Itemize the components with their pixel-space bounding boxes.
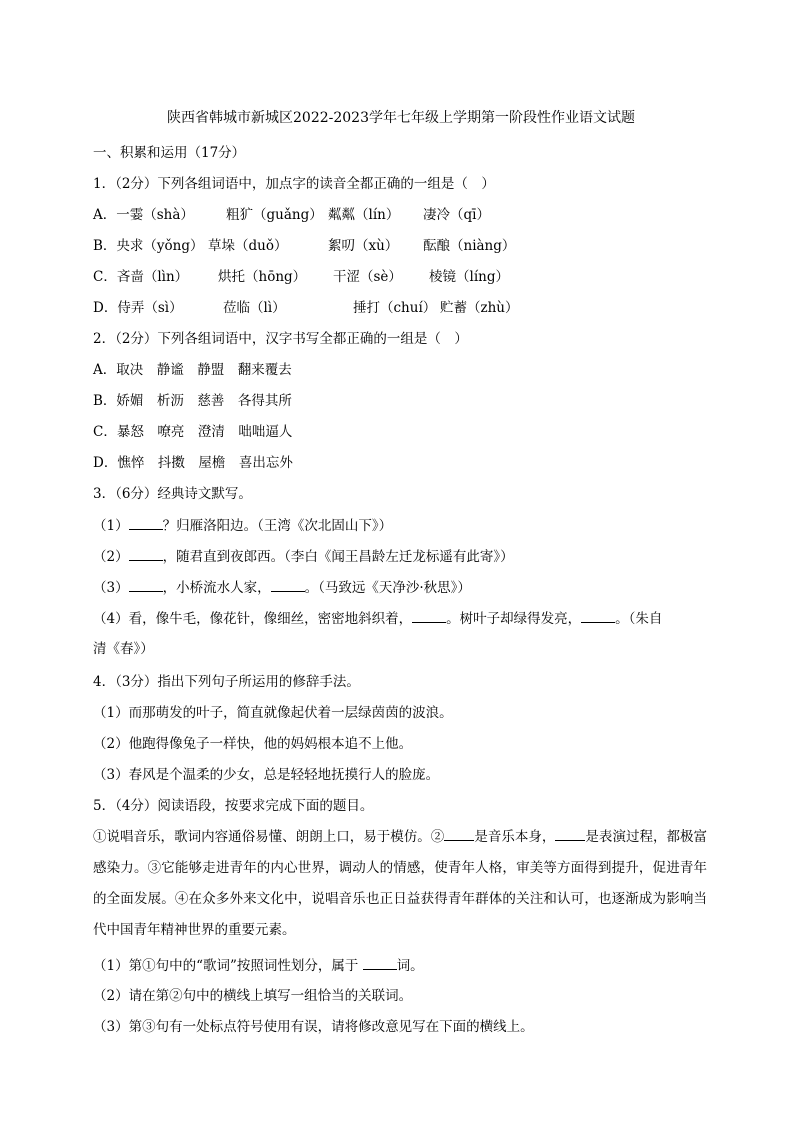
q4-sub1: （1）而那萌发的叶子，简直就像起伏着一层绿茵茵的波浪。	[93, 705, 453, 721]
q1-a-4: 凄冷（qī）	[423, 207, 490, 223]
answer-blank[interactable]	[129, 546, 163, 561]
q3-sub1	[93, 515, 392, 536]
q5-sub3: （3）第③句有一处标点符号使用有误，请将修改意见写在下面的横线上。	[93, 1019, 534, 1035]
q1-b-1: B．央求（yǒng）	[93, 238, 204, 254]
q5-passage-part1: ①说唱音乐，歌词内容通俗易懂、朗朗上口，易于模仿。②	[93, 829, 445, 845]
answer-blank[interactable]	[555, 826, 585, 841]
answer-blank[interactable]	[444, 826, 474, 841]
page-title: 陕西省韩城市新城区2022-2023学年七年级上学期第一阶段性作业语文试题	[167, 110, 635, 126]
q3-sub4-text: （4）看，像牛毛，像花针，像细丝，密密地斜织着，	[93, 611, 413, 627]
q3-sub3-number: （3）	[93, 580, 129, 596]
q1-b-4: 酝酿（niàng）	[423, 238, 516, 254]
answer-blank[interactable]	[129, 515, 163, 530]
q3-sub2	[93, 546, 514, 567]
q2-stem: 2．（2分）下列各组词语中，汉字书写全都正确的一组是（ ）	[93, 331, 468, 347]
section-heading: 一、积累和运用（17分）	[93, 145, 246, 161]
answer-blank[interactable]	[129, 577, 163, 592]
q5-passage-part2: 是音乐本身，	[474, 829, 556, 845]
q1-a-2: 粗犷（guǎng）	[226, 207, 323, 223]
q3-sub4-text-mid: 。树叶子却绿得发亮，	[446, 611, 582, 627]
q3-sub3-text-end: 。（马致远《天净沙·秋思》）	[304, 580, 471, 596]
q2-option-a: A．取决 静谧 静盟 翻来覆去	[93, 362, 292, 378]
q2-option-b: B．娇媚 析沥 慈善 各得其所	[93, 393, 292, 409]
q4-sub3: （3）春风是个温柔的少女，总是轻轻地抚摸行人的脸庞。	[93, 767, 440, 783]
q1-stem: 1．（2分）下列各组词语中，加点字的读音全都正确的一组是（ ）	[93, 176, 495, 192]
q3-sub1-number: （1）	[93, 518, 129, 534]
q3-stem: 3．（6分）经典诗文默写。	[93, 486, 252, 502]
q1-option-a	[93, 205, 490, 225]
answer-blank[interactable]	[581, 608, 615, 623]
q2-option-d: D．憔悴 抖擞 屋檐 喜出忘外	[93, 455, 293, 471]
q4-sub2: （2）他跑得像兔子一样快，他的妈妈根本追不上他。	[93, 736, 413, 752]
q1-d-1: D．侍弄（sì）	[93, 300, 183, 316]
q1-a-3: 粼粼（lín）	[328, 207, 400, 223]
q5-sub2: （2）请在第②句中的横线上填写一组恰当的关联词。	[93, 988, 413, 1004]
q5-passage-part3: 是表演过程，都极富感染力。③它能够走进青年的内心世界，调动人的情感，使青年人格，审美等方面得到提升，促进青年的全面发展。④在众多外来文化中，说唱音乐也正日益获得青年群体的关注和认可，也逐渐成为影响当代中国青年精神世界的重要元素。	[93, 829, 708, 938]
answer-blank[interactable]	[363, 955, 397, 970]
q1-d-3: 捶打（chuí）	[353, 300, 437, 316]
q3-sub4-continuation: 清《春》）	[93, 641, 154, 657]
q1-option-d	[93, 298, 519, 318]
answer-blank[interactable]	[271, 577, 305, 592]
q3-sub3	[93, 577, 471, 598]
q5-sub1-text-end: 词。	[396, 958, 424, 974]
q1-c-2: 烘托（hōng）	[218, 269, 307, 285]
q1-c-1: C．吝啬（lìn）	[93, 269, 189, 285]
answer-blank[interactable]	[412, 608, 446, 623]
q3-sub4	[93, 608, 662, 629]
q1-d-2: 莅临（lì）	[223, 300, 286, 316]
q5-sub1-text: （1）第①句中的“歌词”按照词性划分，属于	[93, 958, 363, 974]
q1-c-3: 干涩（sè）	[333, 269, 402, 285]
q3-sub4-text-end: 。（朱自	[615, 611, 663, 627]
q1-b-3: 絮叨（xù）	[328, 238, 399, 254]
q1-d-4: 贮蓄（zhù）	[440, 300, 519, 316]
q1-a-1: A．一霎（shà）	[93, 207, 194, 223]
q5-stem: 5．（4分）阅读语段，按要求完成下面的题目。	[93, 798, 374, 814]
q3-sub1-text: ？归雁洛阳边。（王湾《次北固山下》）	[162, 518, 393, 534]
q1-b-2: 草垛（duǒ）	[208, 238, 288, 254]
q5-sub1	[93, 955, 424, 976]
q3-sub2-number: （2）	[93, 549, 129, 565]
q1-c-4: 棱镜（líng）	[429, 269, 509, 285]
q2-option-c: C．暴怒 嘹亮 澄清 咄咄逼人	[93, 424, 293, 440]
q5-passage	[93, 822, 707, 946]
q3-sub2-text: ，随君直到夜郎西。（李白《闻王昌龄左迁龙标遥有此寄》）	[162, 549, 514, 565]
q1-option-b	[93, 236, 515, 256]
q3-sub3-text: ，小桥流水人家，	[162, 580, 271, 596]
q4-stem: 4．（3分）指出下列句子所运用的修辞手法。	[93, 674, 360, 690]
q1-option-c	[93, 267, 509, 287]
